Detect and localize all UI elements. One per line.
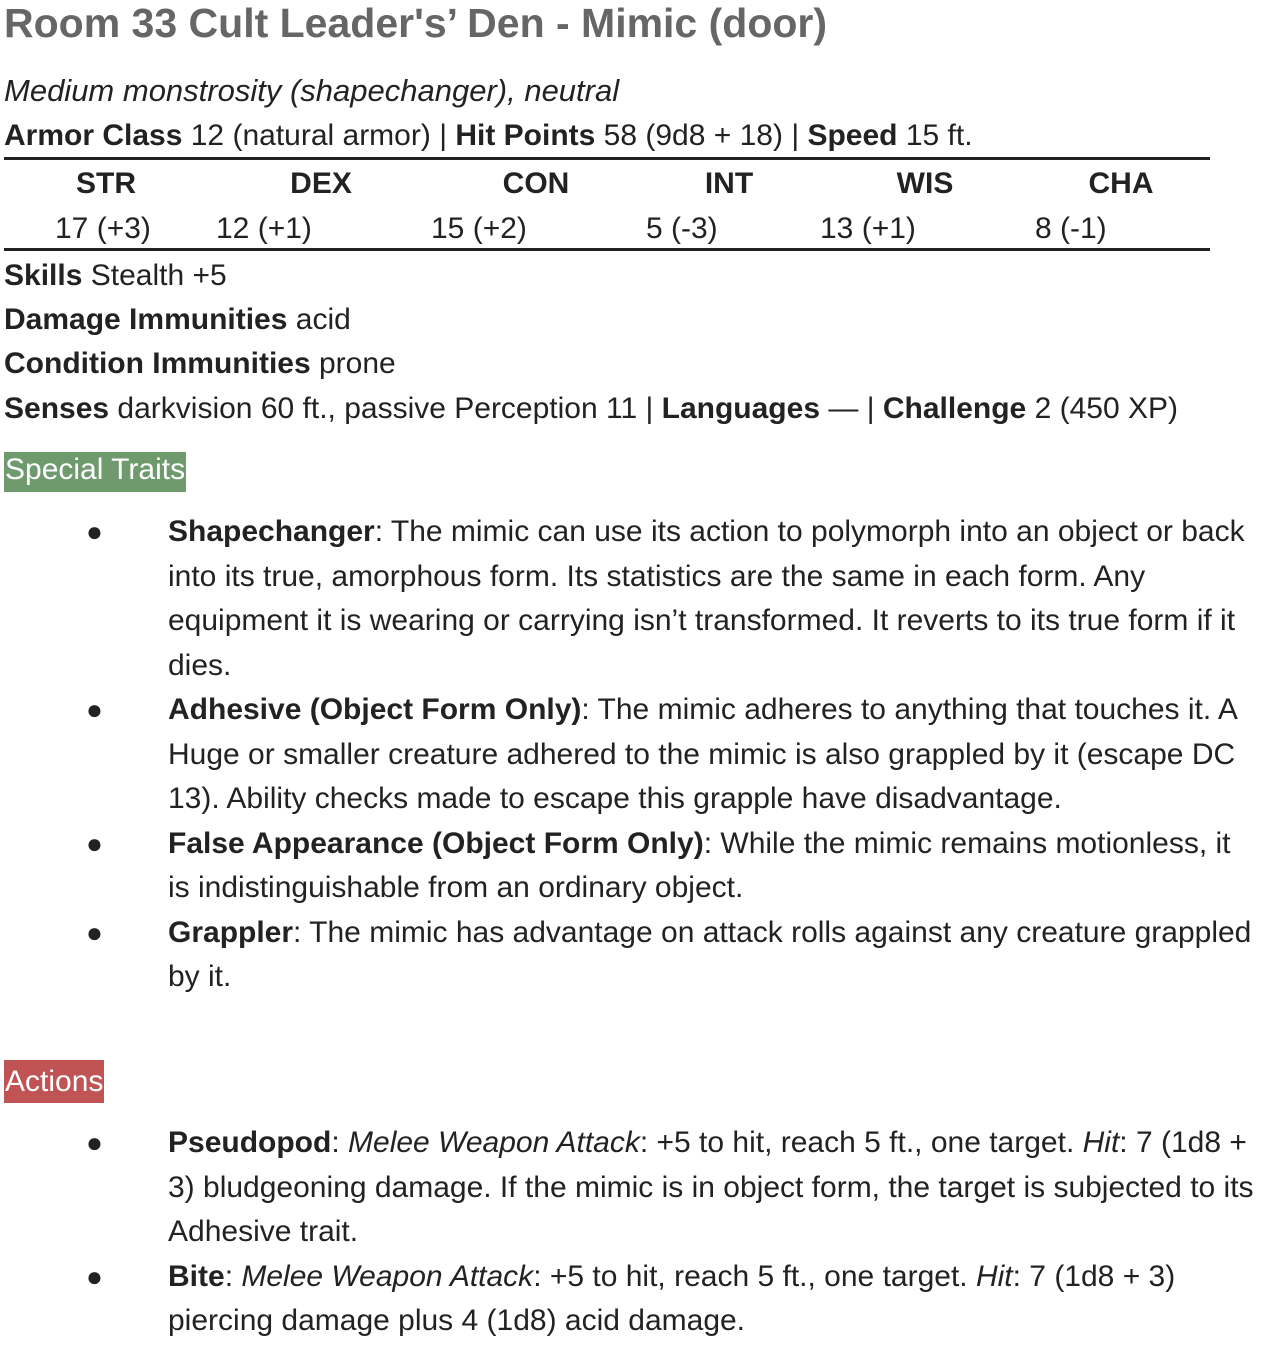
ability-score-wis: 13 (+1) [820,212,916,245]
special-traits-heading: Special Traits [4,452,186,492]
attack-details: : +5 to hit, reach 5 ft., one target. [533,1259,976,1293]
bullet-icon: ● [86,916,103,948]
ability-name-wis: WIS [896,167,954,200]
action-name: Pseudopod [168,1126,332,1159]
hit-details: : 7 (1d8 + 3) bludgeoning damage. If the mimic is in object form, the target is subjected to its Adhesive trait. [168,1126,1254,1248]
list-item [4,822,1266,911]
list-item [4,1255,1266,1344]
defense-line [4,117,973,155]
attack-type: Melee Weapon Attack [241,1259,534,1293]
speed-value: 15 ft. [905,119,973,152]
actions-heading: Actions [4,1060,104,1103]
damage-immunities-value: acid [295,303,351,336]
actions-list [4,1121,1266,1344]
damage-immunities-line [4,301,351,339]
senses-label: Senses [4,392,110,425]
list-item [4,1121,1266,1255]
ability-score-int: 5 (-3) [646,212,718,245]
divider-bottom [4,248,1210,251]
trait-text: : While the mimic remains motionless, it is indistinguishable from an ordinary object. [168,826,1231,904]
bullet-icon: ● [86,1260,103,1292]
ability-score-dex: 12 (+1) [216,212,312,245]
skills-value: Stealth +5 [90,259,227,292]
ability-name-cha: CHA [1088,167,1154,200]
damage-immunities-label: Damage Immunities [4,303,288,336]
action-separator: : [331,1126,349,1159]
trait-text: : The mimic can use its action to polymorph into an object or back into its true, amorphous form. Its statistics are the same in each form. Any equipment it is wearing or carrying isn’t transformed. It reverts to its true form if it dies. [168,515,1245,682]
hit-label: Hit [1082,1126,1120,1159]
action-name: Bite [168,1259,225,1293]
hp-value: 58 (9d8 + 18) [603,119,783,152]
ability-name-dex: DEX [290,167,352,200]
ability-name-int: INT [704,167,754,200]
separator: | [645,392,654,425]
trait-text: : The mimic has advantage on attack rolls against any creature grappled by it. [168,915,1252,993]
speed-label: Speed [807,119,898,152]
ability-name-str: STR [76,167,136,200]
condition-immunities-label: Condition Immunities [4,347,311,380]
skills-line [4,257,227,295]
languages-value: — [828,392,859,425]
ac-label: Armor Class [4,119,183,152]
condition-immunities-value: prone [319,347,396,380]
hp-label: Hit Points [455,119,596,152]
creature-type-line: Medium monstrosity (shapechanger), neutral [4,73,620,108]
bullet-icon: ● [86,694,103,725]
trait-name: Grappler [168,915,294,949]
trait-name: False Appearance (Object Form Only) [168,826,704,860]
list-item [4,688,1266,822]
ac-value: 12 (natural armor) [190,119,431,152]
ability-name-con: CON [502,167,570,200]
challenge-value: 2 (450 XP) [1034,392,1178,425]
bullet-icon: ● [86,1127,103,1158]
attack-details: : +5 to hit, reach 5 ft., one target. [639,1126,1083,1159]
list-item [4,911,1266,1000]
separator: | [791,119,800,152]
bullet-icon: ● [86,827,103,859]
senses-line [4,390,1178,428]
attack-type: Melee Weapon Attack [348,1126,640,1159]
ability-score-cha: 8 (-1) [1035,212,1107,245]
skills-label: Skills [4,259,83,292]
page-title: Room 33 Cult Leader's’ Den - Mimic (door) [4,0,828,46]
special-traits-list [4,510,1266,1000]
ability-score-con: 15 (+2) [431,212,527,245]
trait-name: Adhesive (Object Form Only) [168,693,582,726]
trait-name: Shapechanger [168,515,375,548]
senses-value: darkvision 60 ft., passive Perception 11 [117,392,638,425]
condition-immunities-line [4,345,396,383]
trait-text: : The mimic adheres to anything that touches it. A Huge or smaller creature adhered to the mimic is also grappled by it (escape DC 13). Ability checks made to escape this grapple have disadvantage. [168,693,1237,815]
languages-label: Languages [661,392,821,425]
hit-label: Hit [975,1259,1013,1293]
action-separator: : [224,1259,242,1293]
challenge-label: Challenge [882,392,1027,425]
separator: | [439,119,447,152]
hit-details: : 7 (1d8 + 3) piercing damage plus 4 (1d8) acid damage. [168,1259,1176,1337]
ability-score-str: 17 (+3) [55,212,151,245]
list-item [4,510,1266,688]
divider-top [4,157,1210,160]
bullet-icon: ● [86,516,103,547]
separator: | [866,392,875,425]
